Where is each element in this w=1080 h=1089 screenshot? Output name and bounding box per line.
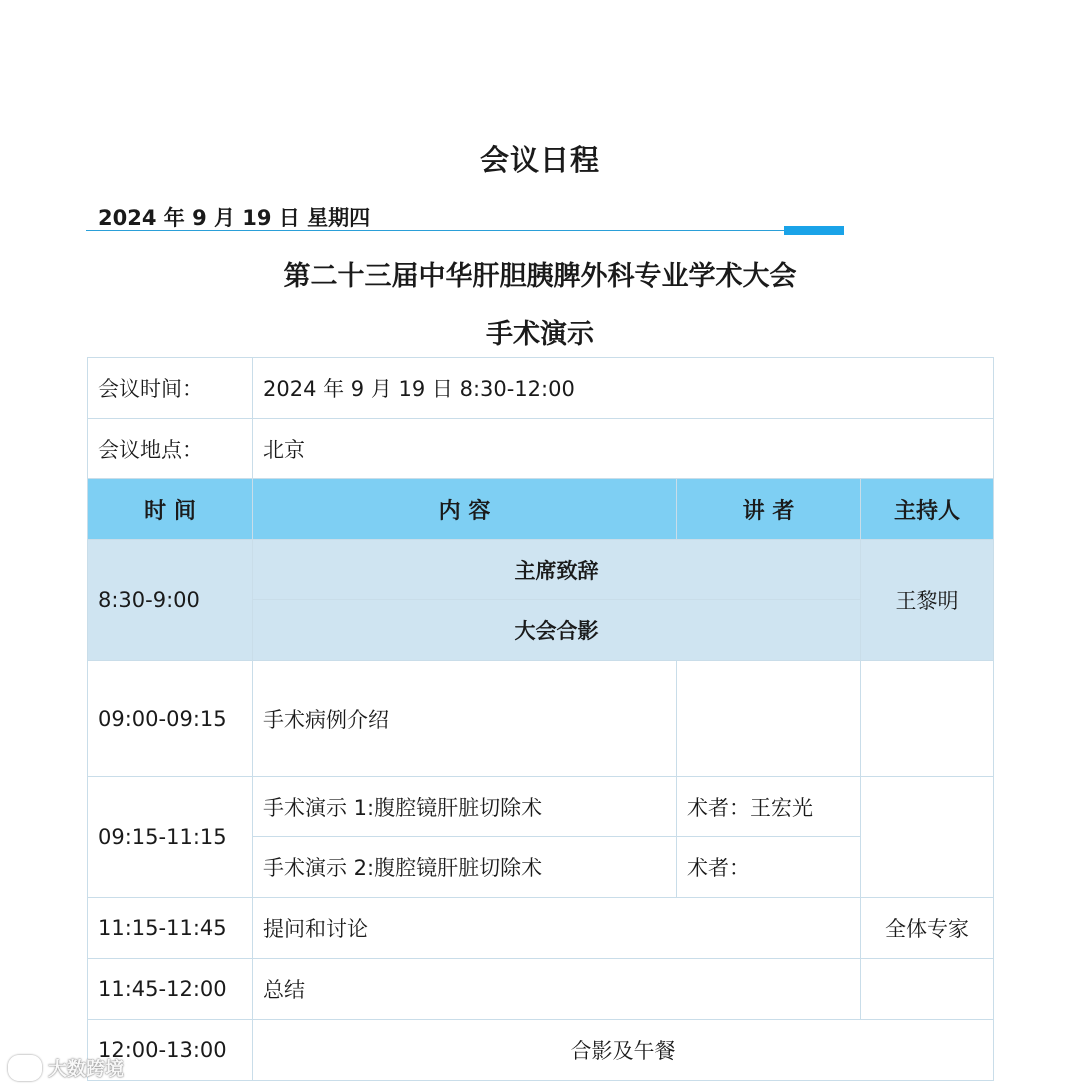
row-speaker xyxy=(677,661,861,777)
row-time: 09:00-09:15 xyxy=(88,661,253,777)
row-content: 主席致辞 xyxy=(253,540,861,600)
table-header-row xyxy=(88,479,994,540)
schedule-table xyxy=(87,357,994,1081)
row-time: 11:15-11:45 xyxy=(88,898,253,959)
row-content: 提问和讨论 xyxy=(253,898,861,959)
row-content: 手术病例介绍 xyxy=(253,661,677,777)
table-row xyxy=(88,1020,994,1081)
header-host: 主持人 xyxy=(861,479,994,540)
row-speaker: 术者：王宏光 xyxy=(677,777,861,837)
table-row xyxy=(88,661,994,777)
info-row-place xyxy=(88,419,994,479)
row-content: 总结 xyxy=(253,959,861,1020)
row-content: 手术演示 2:腹腔镜肝脏切除术 xyxy=(253,837,677,898)
row-host: 全体专家 xyxy=(861,898,994,959)
row-speaker: 术者： xyxy=(677,837,861,898)
page-title: 会议日程 xyxy=(479,143,600,177)
table-row xyxy=(88,540,994,600)
row-host xyxy=(861,777,994,898)
row-time: 11:45-12:00 xyxy=(88,959,253,1020)
row-content: 手术演示 1:腹腔镜肝脏切除术 xyxy=(253,777,677,837)
info-row-time xyxy=(88,358,994,419)
row-time: 12:00-13:00 xyxy=(88,1020,253,1081)
info-place-value: 北京 xyxy=(253,419,994,479)
header-time: 时 间 xyxy=(88,479,253,540)
conference-name: 第二十三届中华肝胆胰脾外科专业学术大会 xyxy=(283,261,797,292)
watermark xyxy=(8,1054,124,1081)
row-time: 8:30-9:00 xyxy=(88,540,253,661)
row-host xyxy=(861,959,994,1020)
header-content: 内 容 xyxy=(253,479,677,540)
date-line: 2024 年 9 月 19 日 星期四 xyxy=(98,206,371,230)
info-time-label: 会议时间： xyxy=(88,358,253,419)
watermark-text: 大数跨境 xyxy=(48,1058,125,1080)
session-title: 手术演示 xyxy=(486,319,594,350)
header-speaker: 讲 者 xyxy=(677,479,861,540)
row-host xyxy=(861,661,994,777)
row-host: 王黎明 xyxy=(861,540,994,661)
date-divider-accent xyxy=(784,226,844,235)
info-time-value: 2024 年 9 月 19 日 8:30-12:00 xyxy=(253,358,994,419)
table-row xyxy=(88,898,994,959)
row-content: 合影及午餐 xyxy=(253,1020,994,1081)
row-content: 大会合影 xyxy=(253,600,861,661)
table-row xyxy=(88,777,994,837)
row-time: 09:15-11:15 xyxy=(88,777,253,898)
date-divider xyxy=(86,230,844,231)
table-row xyxy=(88,959,994,1020)
watermark-logo-icon xyxy=(8,1055,42,1081)
info-place-label: 会议地点： xyxy=(88,419,253,479)
